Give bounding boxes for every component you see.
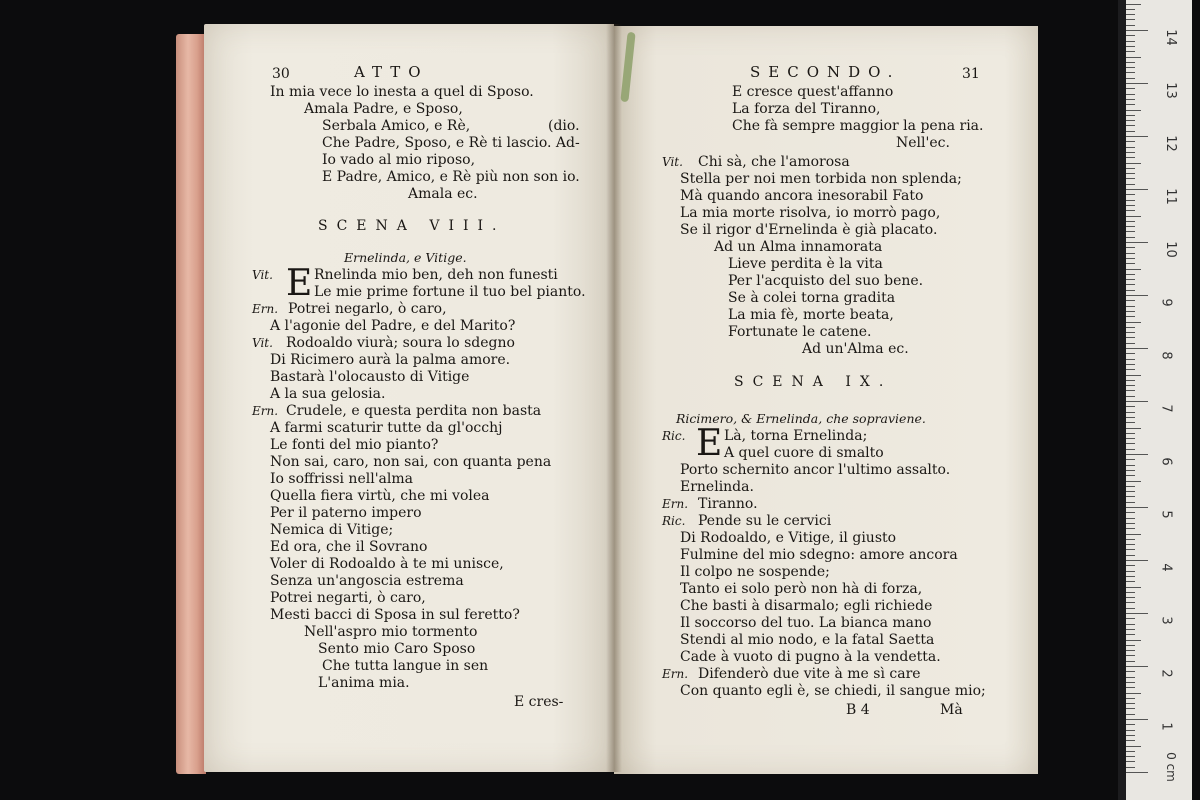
ruler-tick — [1126, 698, 1135, 699]
left-running-header: ATTO — [354, 63, 429, 81]
ruler-tick — [1126, 316, 1135, 317]
verse-line: La forza del Tiranno, — [732, 101, 881, 117]
speaker-label: Ern. — [662, 667, 689, 681]
ruler-tick — [1126, 666, 1148, 667]
ruler-tick — [1126, 602, 1135, 603]
ruler-tick — [1126, 157, 1135, 158]
dialogue-line: Senza un'angoscia estrema — [270, 573, 464, 589]
dialogue-line: Ernelinda. — [680, 479, 754, 495]
ruler-tick — [1126, 19, 1135, 20]
right-running-header: SECONDO. — [750, 63, 901, 81]
dialogue-line: Stella per noi men torbida non splenda; — [680, 171, 962, 187]
ruler-tick — [1126, 226, 1135, 227]
dialogue-line: Quella fiera virtù, che mi volea — [270, 488, 490, 504]
ruler-tick — [1126, 406, 1135, 407]
dialogue-line: Tiranno. — [698, 496, 758, 512]
dialogue-line: Là, torna Ernelinda; — [724, 428, 868, 444]
ruler-tick — [1126, 332, 1135, 333]
right-page-number: 31 — [962, 66, 980, 82]
ruler-tick — [1126, 295, 1148, 296]
ruler-tick — [1126, 714, 1135, 715]
dialogue-line: Tanto ei solo però non hà di forza, — [680, 581, 923, 597]
ruler-tick — [1126, 512, 1135, 513]
ruler-tick — [1126, 115, 1135, 116]
ruler-tick — [1126, 740, 1135, 741]
ruler-tick — [1126, 231, 1135, 232]
verse-line: Che fà sempre maggior la pena ria. — [732, 118, 984, 134]
dialogue-line: Potrei negarlo, ò caro, — [288, 301, 447, 317]
ruler-tick — [1126, 178, 1135, 179]
verse-fragment: (dio. — [548, 118, 580, 134]
ruler-tick — [1126, 661, 1135, 662]
ruler-tick — [1126, 412, 1135, 413]
ruler-tick — [1126, 560, 1148, 561]
ruler-tick — [1126, 380, 1135, 381]
ruler-tick — [1126, 210, 1135, 211]
ruler-tick — [1126, 35, 1135, 36]
ruler-number: 10 — [1162, 241, 1178, 258]
dialogue-line: Pende su le cervici — [698, 513, 832, 529]
ruler-tick — [1126, 624, 1135, 625]
ruler-tick — [1126, 655, 1135, 656]
ruler-tick — [1126, 194, 1135, 195]
ruler-tick — [1126, 571, 1135, 572]
ruler-tick — [1126, 613, 1148, 614]
ruler-tick — [1126, 327, 1135, 328]
aria-line: Lieve perdita è la vita — [728, 256, 883, 272]
verse-line: E cresce quest'affanno — [732, 84, 894, 100]
ruler-tick — [1126, 67, 1135, 68]
verse-line: In mia vece lo inesta a quel di Sposo. — [270, 84, 534, 100]
ruler-tick — [1126, 200, 1135, 201]
dialogue-line: Sento mio Caro Sposo — [318, 641, 476, 657]
ruler-tick — [1126, 78, 1135, 79]
dialogue-line: Il soccorso del tuo. La bianca mano — [680, 615, 932, 631]
ruler-tick — [1126, 708, 1135, 709]
drop-cap: E — [696, 423, 723, 464]
signature-mark: B 4 — [846, 702, 870, 718]
ruler-tick — [1126, 51, 1135, 52]
dialogue-line: Nemica di Vitige; — [270, 522, 394, 538]
ruler-tick — [1126, 152, 1135, 153]
aria-line: Ad un Alma innamorata — [714, 239, 883, 255]
speaker-label: Ern. — [252, 404, 279, 418]
speaker-label: Vit. — [662, 155, 683, 169]
dialogue-line: Difenderò due vite à me sì care — [698, 666, 921, 682]
ruler-tick — [1126, 417, 1135, 418]
ruler-tick — [1126, 364, 1135, 365]
ruler-number: 7 — [1158, 404, 1174, 413]
drop-cap: E — [286, 263, 313, 304]
dialogue-line: Nell'aspro mio tormento — [304, 624, 478, 640]
dialogue-line: L'anima mia. — [318, 675, 410, 691]
ruler-number: 8 — [1158, 351, 1174, 360]
ruler-tick — [1126, 359, 1135, 360]
aria-line: La mia fè, morte beata, — [728, 307, 894, 323]
ruler-tick — [1126, 173, 1135, 174]
ruler-tick — [1126, 486, 1135, 487]
ruler-tick — [1126, 724, 1135, 725]
ruler-tick — [1126, 640, 1141, 641]
verse-line: Amala ec. — [408, 186, 478, 202]
aria-line: Per l'acquisto del suo bene. — [728, 273, 924, 289]
ruler-tick — [1126, 629, 1135, 630]
ruler-tick — [1126, 401, 1148, 402]
ruler-tick — [1126, 274, 1135, 275]
verse-line: Amala Padre, e Sposo, — [304, 101, 463, 117]
dialogue-line: Crudele, e questa perdita non basta — [286, 403, 542, 419]
ruler-tick — [1126, 242, 1148, 243]
ruler-tick — [1126, 353, 1135, 354]
dialogue-line: Per il paterno impero — [270, 505, 422, 521]
speaker-label: Vit. — [252, 268, 273, 282]
verse-line: Nell'ec. — [896, 135, 950, 151]
dialogue-line: Mà quando ancora inesorabil Fato — [680, 188, 924, 204]
ruler-tick — [1126, 322, 1141, 323]
ruler-tick — [1126, 62, 1135, 63]
scene-title: SCENA VIII. — [318, 218, 506, 234]
ruler-number: 14 — [1162, 29, 1178, 46]
ruler-tick — [1126, 311, 1135, 312]
dialogue-line: Che tutta langue in sen — [322, 658, 489, 674]
ruler-tick — [1126, 703, 1135, 704]
ruler-tick — [1126, 72, 1135, 73]
ruler-number: 11 — [1162, 188, 1178, 205]
ruler-tick — [1126, 168, 1135, 169]
ruler-tick — [1126, 475, 1135, 476]
scene-characters: Ricimero, & Ernelinda, che sopraviene. — [676, 411, 926, 426]
speaker-label: Vit. — [252, 336, 273, 350]
ruler-tick — [1126, 528, 1135, 529]
ruler-tick — [1126, 216, 1141, 217]
ruler-tick — [1126, 465, 1135, 466]
dialogue-line: Di Ricimero aurà la palma amore. — [270, 352, 511, 368]
ruler-number: 3 — [1158, 616, 1174, 625]
ruler-tick — [1126, 4, 1141, 5]
ruler-tick — [1126, 41, 1135, 42]
dialogue-line: Ed ora, che il Sovrano — [270, 539, 428, 555]
ruler-tick — [1126, 120, 1135, 121]
ruler-tick — [1126, 25, 1135, 26]
ruler-tick — [1126, 671, 1135, 672]
ruler-tick — [1126, 481, 1141, 482]
ruler-tick — [1126, 131, 1135, 132]
ruler-tick — [1126, 735, 1135, 736]
ruler-tick — [1126, 496, 1135, 497]
measurement-ruler — [1126, 0, 1192, 800]
ruler-number: 13 — [1162, 82, 1178, 99]
ruler-tick — [1126, 433, 1135, 434]
dialogue-line: Il colpo ne sospende; — [680, 564, 830, 580]
ruler-tick — [1126, 592, 1135, 593]
dialogue-line: Porto schernito ancor l'ultimo assalto. — [680, 462, 951, 478]
dialogue-line: Stendi al mio nodo, e la fatal Saetta — [680, 632, 935, 648]
ruler-tick — [1126, 205, 1135, 206]
ruler-tick — [1126, 534, 1141, 535]
dialogue-line: Fulmine del mio sdegno: amore ancora — [680, 547, 958, 563]
speaker-label: Ric. — [662, 429, 686, 443]
ruler-tick — [1126, 581, 1135, 582]
ruler-unit: 0 cm — [1163, 752, 1178, 782]
dialogue-line: Chi sà, che l'amorosa — [698, 154, 850, 170]
dialogue-line: A la sua gelosia. — [270, 386, 386, 402]
dialogue-line: Voler di Rodoaldo à te mi unisce, — [270, 556, 504, 572]
ruler-tick — [1126, 110, 1141, 111]
right-page-text — [614, 24, 1038, 772]
ruler-tick — [1126, 587, 1141, 588]
dialogue-line: Non sai, caro, non sai, con quanta pena — [270, 454, 552, 470]
open-book — [176, 24, 1038, 776]
dialogue-line: Con quanto egli è, se chiedi, il sangue mio; — [680, 683, 986, 699]
ruler-tick — [1126, 677, 1135, 678]
dialogue-line: A farmi scaturir tutte da gl'occhj — [270, 420, 503, 436]
dialogue-line: Di Rodoaldo, e Vitige, il giusto — [680, 530, 897, 546]
ruler-tick — [1126, 682, 1135, 683]
ruler-number: 12 — [1162, 135, 1178, 152]
dialogue-line: Mesti bacci di Sposa in sul feretto? — [270, 607, 520, 623]
aria-line: Fortunate le catene. — [728, 324, 872, 340]
ruler-number: 9 — [1158, 298, 1174, 307]
ruler-number: 5 — [1158, 510, 1174, 519]
ruler-tick — [1126, 284, 1135, 285]
ruler-tick — [1126, 30, 1148, 31]
dialogue-line: Le fonti del mio pianto? — [270, 437, 439, 453]
ruler-tick — [1126, 443, 1135, 444]
ruler-tick — [1126, 507, 1148, 508]
ruler-tick — [1126, 57, 1141, 58]
ruler-number: 4 — [1158, 563, 1174, 572]
ruler-tick — [1126, 396, 1135, 397]
ruler-number: 2 — [1158, 669, 1174, 678]
frame-edge — [1118, 0, 1126, 800]
aria-line: Ad un'Alma ec. — [802, 341, 909, 357]
ruler-tick — [1126, 565, 1135, 566]
ruler-tick — [1126, 523, 1135, 524]
dialogue-line: Potrei negarti, ò caro, — [270, 590, 426, 606]
dialogue-line: A l'agonie del Padre, e del Marito? — [270, 318, 516, 334]
verse-line: Io vado al mio riposo, — [322, 152, 476, 168]
ruler-tick — [1126, 518, 1135, 519]
ruler-tick — [1126, 189, 1148, 190]
ruler-tick — [1126, 306, 1135, 307]
ruler-tick — [1126, 751, 1135, 752]
dialogue-line: Se il rigor d'Ernelinda è già placato. — [680, 222, 938, 238]
ruler-tick — [1126, 502, 1135, 503]
ruler-number: 6 — [1158, 457, 1174, 466]
verse-line: E Padre, Amico, e Rè più non son io. — [322, 169, 580, 185]
ruler-tick — [1126, 470, 1135, 471]
ruler-tick — [1126, 14, 1135, 15]
ruler-tick — [1126, 650, 1135, 651]
ruler-tick — [1126, 454, 1148, 455]
dialogue-line: La mia morte risolva, io morrò pago, — [680, 205, 941, 221]
ruler-tick — [1126, 730, 1135, 731]
verse-line: Serbala Amico, e Rè, — [322, 118, 471, 134]
ruler-number: 1 — [1158, 722, 1174, 731]
ruler-tick — [1126, 767, 1135, 768]
ruler-tick — [1126, 687, 1135, 688]
ruler-tick — [1126, 237, 1135, 238]
left-page-text — [176, 24, 614, 772]
ruler-tick — [1126, 608, 1135, 609]
ruler-tick — [1126, 449, 1135, 450]
dialogue-line: Bastarà l'olocausto di Vitige — [270, 369, 470, 385]
dialogue-line: Rodoaldo viurà; soura lo sdegno — [286, 335, 515, 351]
ruler-tick — [1126, 385, 1135, 386]
ruler-tick — [1126, 422, 1135, 423]
ruler-tick — [1126, 163, 1141, 164]
ruler-tick — [1126, 618, 1135, 619]
ruler-tick — [1126, 99, 1135, 100]
ruler-tick — [1126, 428, 1141, 429]
scene-title: SCENA IX. — [734, 374, 893, 390]
ruler-tick — [1126, 719, 1148, 720]
ruler-tick — [1126, 337, 1135, 338]
ruler-tick — [1126, 221, 1135, 222]
speaker-label: Ern. — [252, 302, 279, 316]
dialogue-line: A quel cuore di smalto — [724, 445, 884, 461]
ruler-tick — [1126, 369, 1135, 370]
ruler-tick — [1126, 491, 1135, 492]
scene-characters: Ernelinda, e Vitige. — [344, 250, 467, 265]
ruler-tick — [1126, 459, 1135, 460]
ruler-tick — [1126, 348, 1148, 349]
speaker-label: Ric. — [662, 514, 686, 528]
ruler-tick — [1126, 46, 1135, 47]
ruler-tick — [1126, 279, 1135, 280]
ruler-tick — [1126, 375, 1141, 376]
ruler-tick — [1126, 141, 1135, 142]
ruler-tick — [1126, 83, 1148, 84]
ruler-tick — [1126, 544, 1135, 545]
catchword: Mà — [940, 702, 963, 718]
left-page-number: 30 — [272, 66, 290, 82]
ruler-tick — [1126, 343, 1135, 344]
ruler-tick — [1126, 693, 1141, 694]
ruler-tick — [1126, 772, 1148, 773]
catchword: E cres- — [514, 694, 564, 710]
ruler-tick — [1126, 746, 1141, 747]
ruler-tick — [1126, 539, 1135, 540]
dialogue-line: Le mie prime fortune il tuo bel pianto. — [314, 284, 586, 300]
aria-line: Se à colei torna gradita — [728, 290, 896, 306]
ruler-tick — [1126, 125, 1135, 126]
ruler-tick — [1126, 88, 1135, 89]
ruler-tick — [1126, 300, 1135, 301]
ruler-tick — [1126, 576, 1135, 577]
ruler-tick — [1126, 645, 1135, 646]
speaker-label: Ern. — [662, 497, 689, 511]
dialogue-line: Cade à vuoto di pugno à la vendetta. — [680, 649, 941, 665]
ruler-tick — [1126, 438, 1135, 439]
dialogue-line: Io soffrissi nell'alma — [270, 471, 413, 487]
ruler-tick — [1126, 761, 1135, 762]
ruler-tick — [1126, 597, 1135, 598]
ruler-tick — [1126, 390, 1135, 391]
verse-line: Che Padre, Sposo, e Rè ti lascio. Ad- — [322, 135, 580, 151]
ruler-tick — [1126, 756, 1135, 757]
ruler-tick — [1126, 147, 1135, 148]
ruler-tick — [1126, 136, 1148, 137]
ruler-tick — [1126, 104, 1135, 105]
ruler-tick — [1126, 263, 1135, 264]
dialogue-line: Che basti à disarmalo; egli richiede — [680, 598, 933, 614]
ruler-tick — [1126, 549, 1135, 550]
ruler-tick — [1126, 290, 1135, 291]
ruler-tick — [1126, 247, 1135, 248]
ruler-tick — [1126, 555, 1135, 556]
ruler-tick — [1126, 258, 1135, 259]
ruler-tick — [1126, 184, 1135, 185]
ruler-tick — [1126, 94, 1135, 95]
ruler-tick — [1126, 634, 1135, 635]
dialogue-line: Rnelinda mio ben, deh non funesti — [314, 267, 558, 283]
ruler-tick — [1126, 253, 1135, 254]
ruler-tick — [1126, 269, 1141, 270]
ruler-tick — [1126, 9, 1135, 10]
